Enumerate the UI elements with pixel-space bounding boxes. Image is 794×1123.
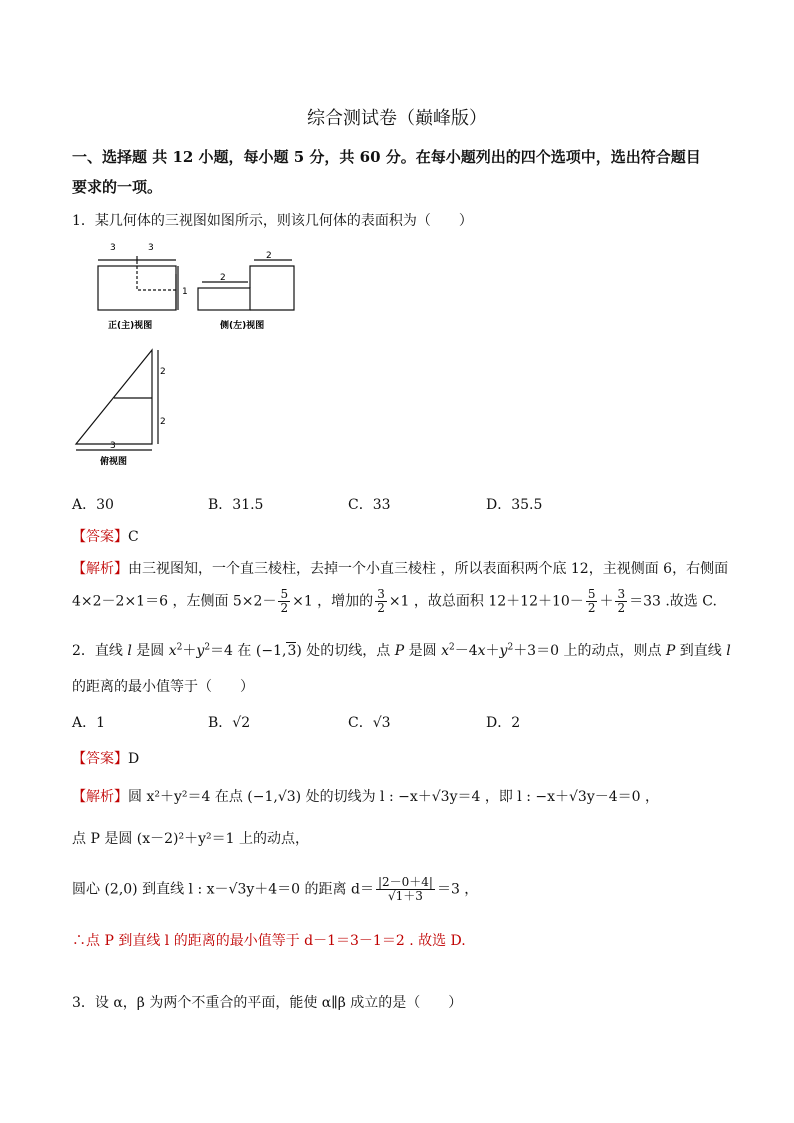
q2-option-c: C．√3 [348, 715, 391, 731]
q1-option-b: B．31.5 [208, 497, 264, 513]
analysis-text-1: 由三视图知，一个直三棱柱，去掉一个小直三棱柱 ，所以表面积两个底 12，主视侧面 6，右侧面 [128, 561, 729, 577]
analysis-seg-c: ×1 ，故总面积 12＋12＋10－ [388, 593, 584, 610]
fraction-3-2 [375, 588, 387, 615]
answer-label: 【答案】 [72, 529, 128, 545]
analysis-seg-b: ×1 ，增加的 [292, 593, 374, 610]
frac-num: 3 [617, 587, 626, 601]
front-view-label: 正(主)视图 [108, 321, 153, 331]
dim-3-right: 3 [148, 243, 154, 253]
dim-2-side-a: 2 [220, 273, 226, 283]
frac-den: 2 [280, 601, 289, 615]
frac-den: 2 [587, 601, 596, 615]
side-view-label: 侧(左)视图 [220, 321, 265, 331]
analysis-seg-d: ＋ [599, 593, 614, 610]
analysis-seg: ＝3 ， [436, 881, 479, 898]
section-heading-line2: 要求的一项。 [72, 178, 163, 196]
question-3-text: 3．设 α，β 为两个不重合的平面，能使 α∥β 成立的是（ ） [72, 995, 463, 1011]
q2-seg: 2．直线 [72, 643, 128, 659]
analysis-label: 【解析】 [72, 561, 128, 577]
fraction-5-2b [586, 588, 598, 615]
answer-value: C [128, 529, 139, 545]
dim-2-top-a: 2 [160, 367, 166, 377]
q1-option-d: D．35.5 [486, 497, 543, 513]
question-1-text: 1．某几何体的三视图如图所示，则该几何体的表面积为（ ） [72, 213, 473, 229]
q2-answer [72, 748, 139, 768]
question-2-line2: 的距离的最小值等于（ ） [72, 679, 254, 695]
three-view-top-figure [70, 344, 180, 474]
q2-seg: 上的动点，则点 [559, 643, 666, 659]
frac-num: |2－0＋4| [377, 875, 433, 889]
q2-option-b: B．√2 [208, 715, 251, 731]
fraction-3-2b [615, 588, 627, 615]
q1-analysis-line1 [72, 558, 728, 578]
dim-2-top-b: 2 [160, 417, 166, 427]
three-view-front-side-figure [70, 238, 310, 338]
analysis-text: 圆 x²＋y²＝4 在点 (−1,√3) 处的切线为 l : −x＋√3y＝4 ，即 l : −x＋√3y－4＝0 ， [128, 789, 660, 805]
q1-option-c: C．33 [348, 497, 391, 513]
q2-seg: 到直线 [675, 643, 727, 659]
analysis-seg: 圆心 (2,0) 到直线 l : x－√3y＋4＝0 的距离 d＝ [72, 881, 374, 898]
frac-den: 2 [617, 601, 626, 615]
q2-seg: 是圆 [131, 643, 169, 659]
page-title: 综合测试卷（巅峰版） [307, 108, 487, 129]
frac-num: 3 [377, 587, 385, 601]
top-view-triangle [76, 350, 152, 444]
q2-seg: 是圆 [404, 643, 442, 659]
analysis-seg-a: 4×2－2×1＝6 ，左侧面 5×2－ [72, 593, 277, 610]
q2-analysis-line4: ∴点 P 到直线 l 的距离的最小值等于 d－1＝3－1＝2 . 故选 D. [72, 933, 466, 949]
q2-option-d: D．2 [486, 715, 521, 731]
answer-value: D [128, 751, 140, 767]
analysis-seg-e: ＝33 .故选 C. [629, 593, 717, 610]
analysis-label: 【解析】 [72, 789, 128, 805]
frac-num: 5 [587, 587, 596, 601]
q1-answer [72, 526, 139, 546]
dim-2-side-b: 2 [266, 251, 272, 261]
q2-analysis-line1 [72, 786, 659, 806]
q2-analysis-line3 [72, 876, 478, 903]
fraction-5-2 [278, 588, 290, 615]
front-view-hidden-edge [137, 266, 176, 290]
section-heading-line1: 一、选择题 共 12 小题，每小题 5 分，共 60 分。在每小题列出的四个选项中，选出符合题目 [72, 148, 701, 166]
dim-3-top: 3 [110, 441, 116, 451]
answer-label: 【答案】 [72, 751, 128, 767]
frac-den: 2 [377, 601, 385, 615]
dim-1: 1 [182, 287, 188, 297]
q2-analysis-line2: 点 P 是圆 (x－2)²＋y²＝1 上的动点， [72, 831, 309, 847]
q2-option-a: A．1 [72, 715, 106, 731]
q1-analysis-line2 [72, 588, 717, 615]
distance-fraction [376, 876, 435, 903]
frac-den: √1＋3 [387, 889, 423, 903]
top-view-label: 俯视图 [100, 457, 128, 467]
q2-seg: 在 [232, 643, 256, 659]
side-view-outline [250, 266, 294, 310]
frac-num: 5 [280, 587, 289, 601]
question-2-line1: 2．直线 l 是圆 $x^2+y^2=4$ 在 (−1,3) 处的切线，点 P 是圆 $x^2-4x+y^2+3=0$ 上的动点，则点 P 到直线 l [72, 642, 731, 659]
dim-3-left: 3 [110, 243, 116, 253]
q1-option-a: A．30 [72, 497, 114, 513]
q2-seg: 处的切线，点 [301, 643, 395, 659]
